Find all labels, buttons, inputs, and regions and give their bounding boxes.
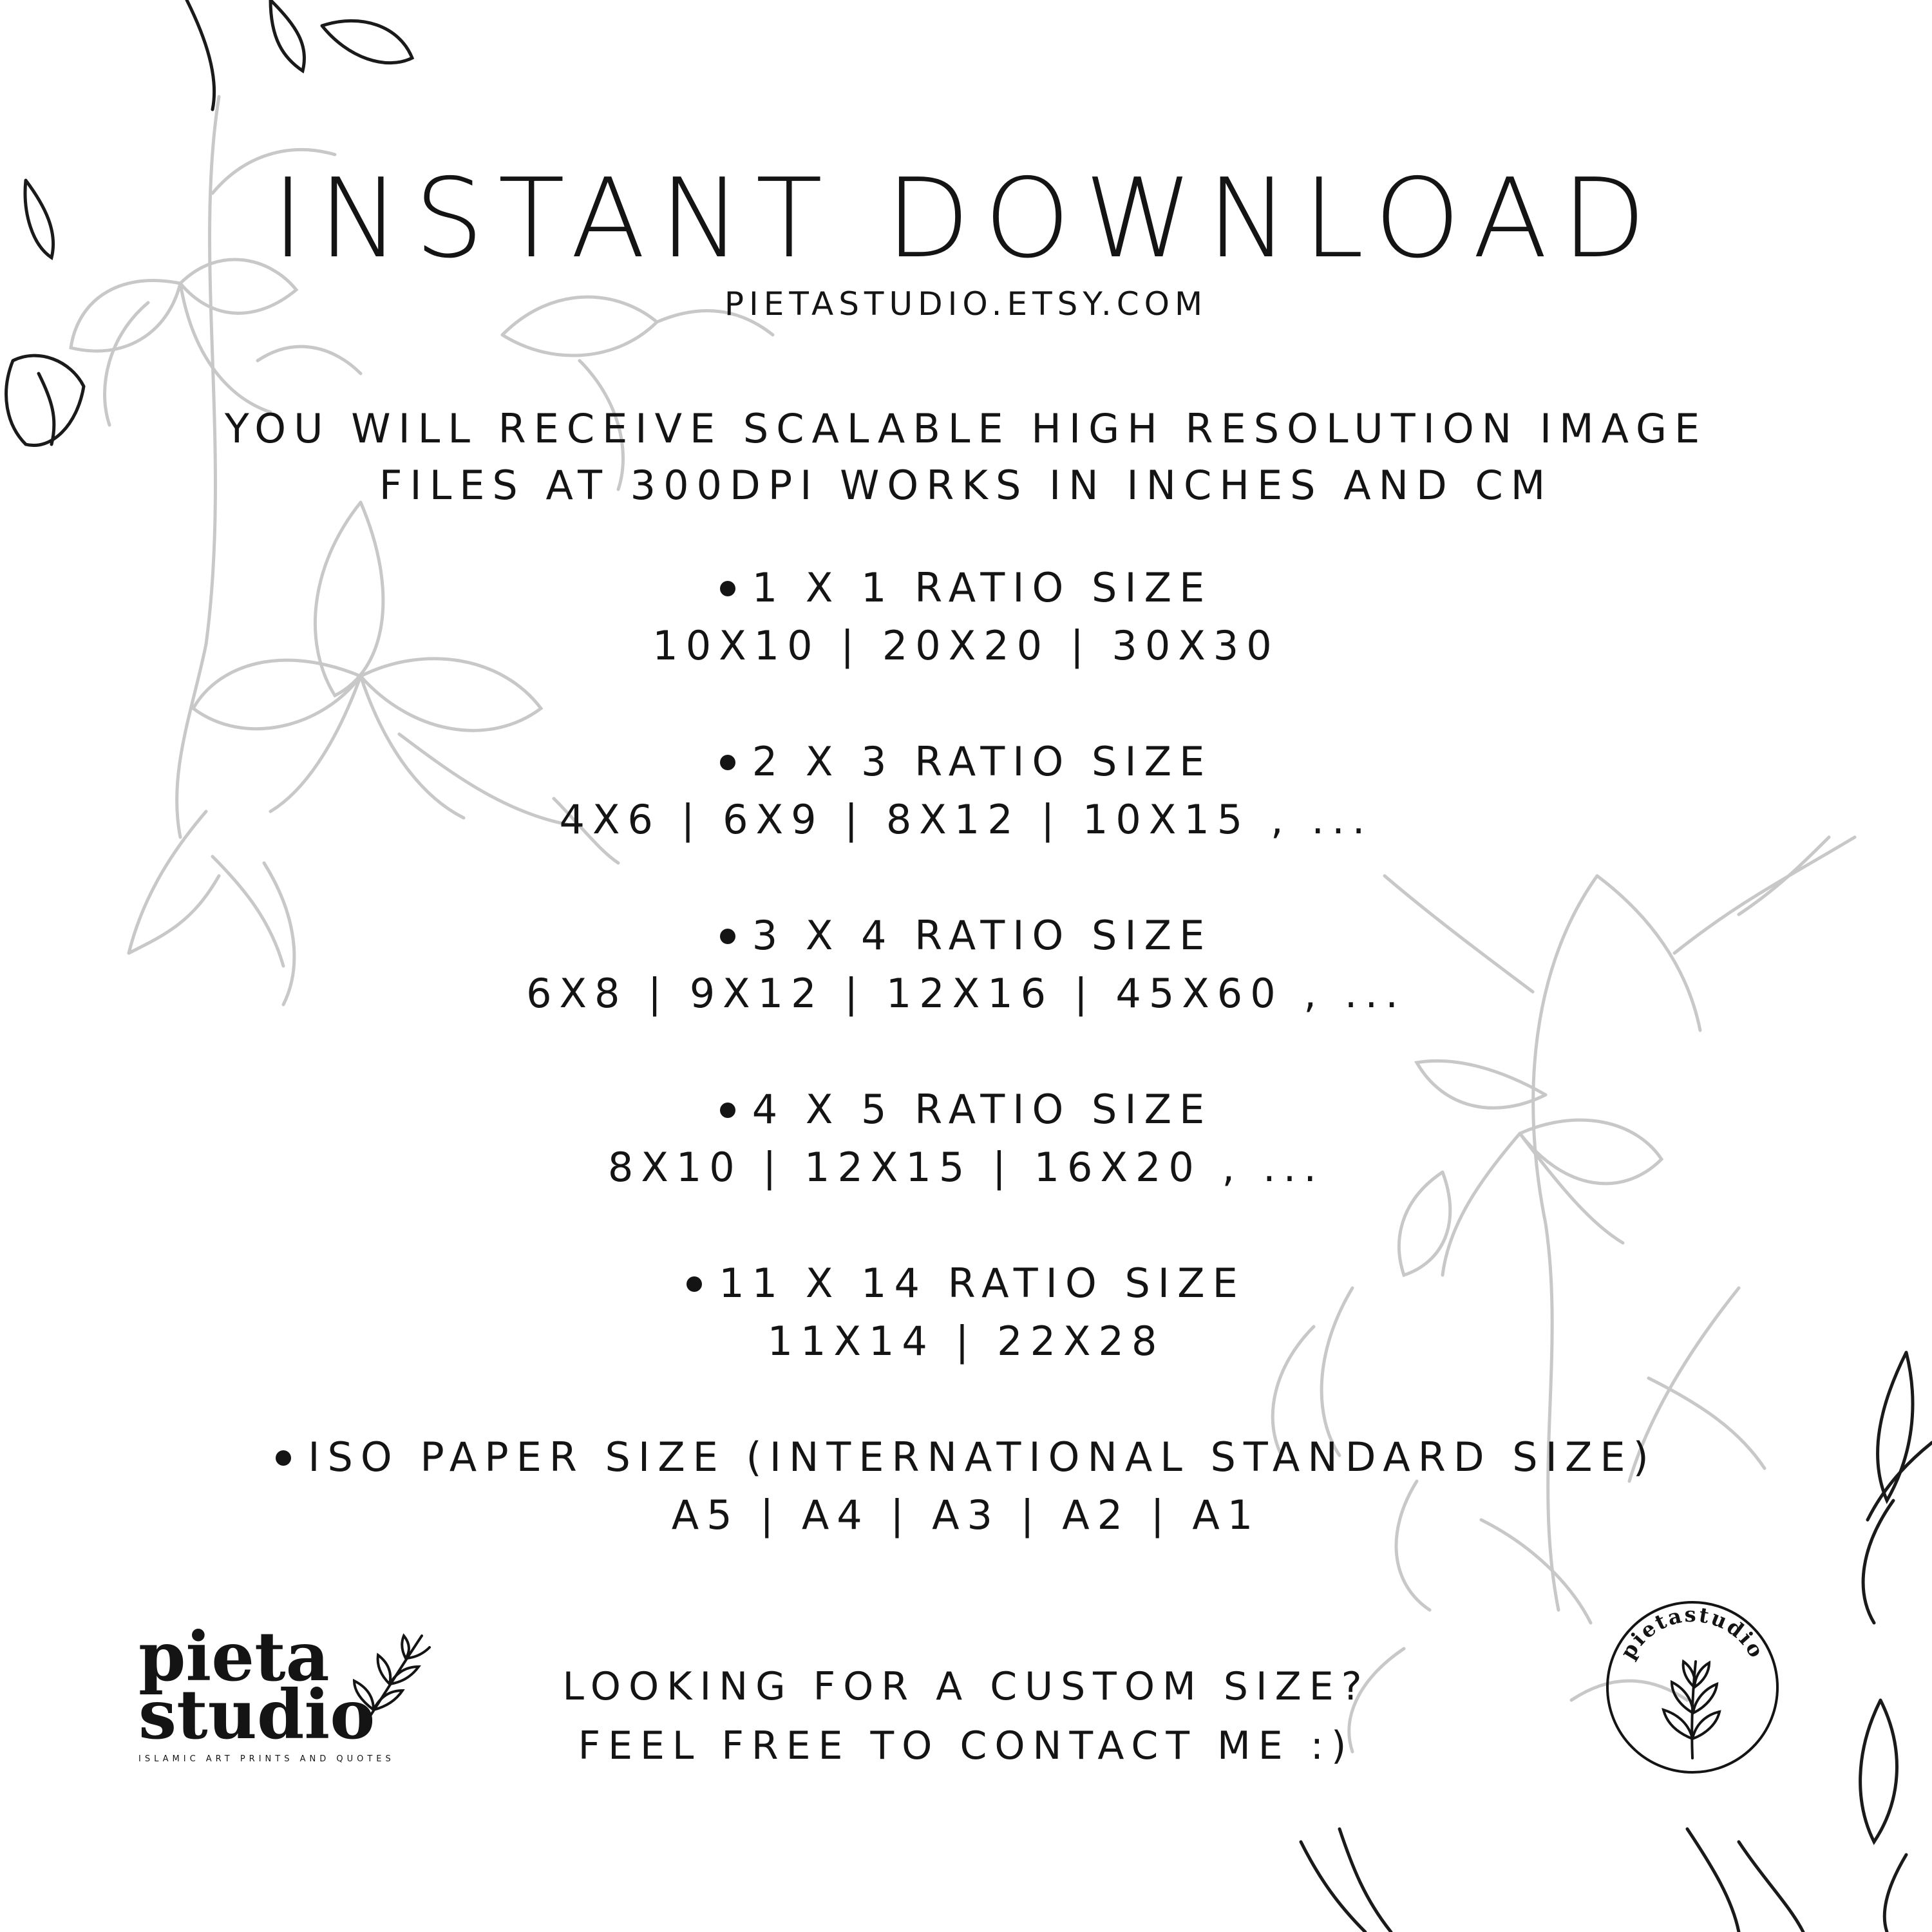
stamp-text: pietastudio (1615, 1602, 1770, 1663)
page-title: INSTANT DOWNLOAD (272, 155, 1660, 283)
bullet-icon (720, 755, 735, 770)
size-item-11x14 (0, 1255, 1932, 1370)
size-heading-text: ISO PAPER SIZE (INTERNATIONAL STANDARD SIZE) (308, 1434, 1656, 1481)
brand-name-line-1: pieta (138, 1616, 330, 1696)
sprig-icon (1663, 1662, 1719, 1758)
size-values: 11X14 | 22X28 (767, 1318, 1165, 1365)
size-heading-text: 11 X 14 RATIO SIZE (719, 1260, 1245, 1307)
size-item-2x3 (0, 733, 1932, 849)
size-heading (0, 1255, 1932, 1312)
sprig-icon (345, 1629, 435, 1739)
size-item-iso (0, 1428, 1932, 1544)
size-values: 4X6 | 6X9 | 8X12 | 10X15 , ... (559, 796, 1373, 843)
size-heading (0, 733, 1932, 791)
svg-text:pietastudio (1615, 1602, 1770, 1663)
size-values: 6X8 | 9X12 | 12X16 | 45X60 , ... (526, 970, 1406, 1017)
bullet-icon (276, 1450, 291, 1466)
size-heading (0, 559, 1932, 617)
contact-line-2: FEEL FREE TO CONTACT ME :) (578, 1723, 1354, 1768)
intro-line-1: YOU WILL RECEIVE SCALABLE HIGH RESOLUTION IMAGE (224, 405, 1708, 452)
size-list (0, 559, 1932, 1602)
bullet-icon (687, 1276, 702, 1292)
size-values: 8X10 | 12X15 | 16X20 , ... (607, 1144, 1325, 1191)
size-values: A5 | A4 | A3 | A2 | A1 (671, 1492, 1261, 1539)
intro-text (0, 401, 1932, 514)
brand-logo (138, 1616, 441, 1765)
size-item-3x4 (0, 907, 1932, 1023)
shop-url: PIETASTUDIO.ETSY.COM (724, 285, 1208, 323)
size-heading (0, 1428, 1932, 1486)
bullet-icon (720, 929, 735, 944)
size-values: 10X10 | 20X20 | 30X30 (652, 622, 1280, 669)
brand-tagline: ISLAMIC ART PRINTS AND QUOTES (138, 1754, 395, 1764)
bullet-icon (720, 1103, 735, 1118)
size-heading-text: 3 X 4 RATIO SIZE (752, 912, 1213, 959)
bullet-icon (720, 581, 735, 596)
size-item-1x1 (0, 559, 1932, 675)
size-heading-text: 1 X 1 RATIO SIZE (752, 564, 1213, 611)
size-heading (0, 1081, 1932, 1139)
size-heading (0, 907, 1932, 965)
brand-name-line-2: studio (138, 1674, 375, 1754)
studio-stamp (1596, 1591, 1789, 1784)
size-heading-text: 4 X 5 RATIO SIZE (752, 1086, 1213, 1133)
size-heading-text: 2 X 3 RATIO SIZE (752, 738, 1213, 785)
contact-line-1: LOOKING FOR A CUSTOM SIZE? (562, 1664, 1370, 1709)
size-item-4x5 (0, 1081, 1932, 1197)
intro-line-2: FILES AT 300DPI WORKS IN INCHES AND CM (379, 462, 1553, 509)
